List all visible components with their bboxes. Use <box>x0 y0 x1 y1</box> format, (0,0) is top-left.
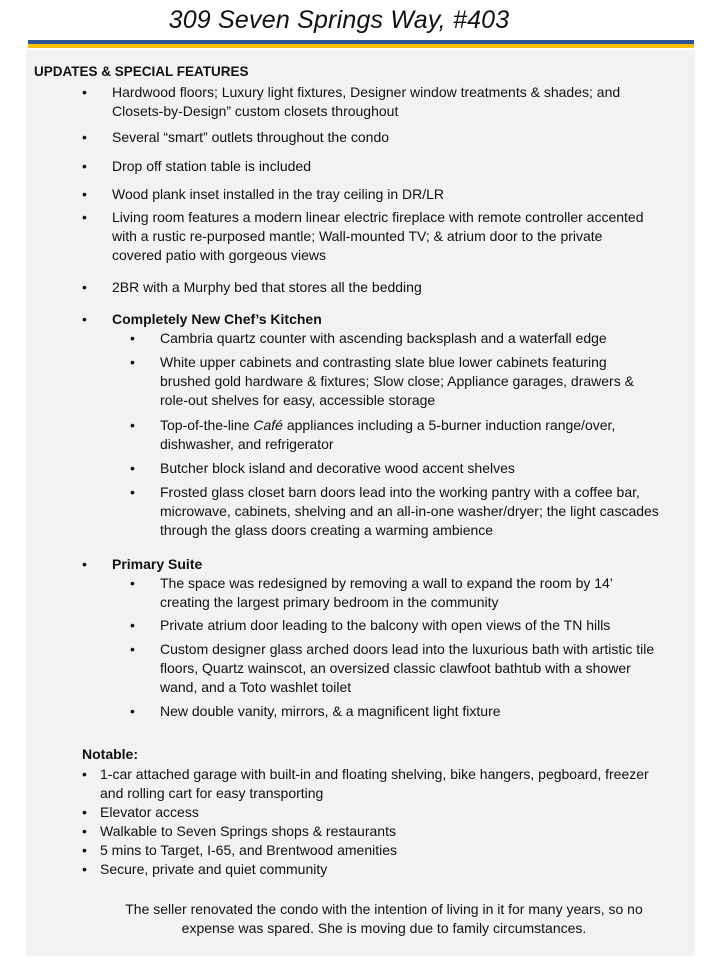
bullet: • <box>130 641 135 657</box>
bullet: • <box>130 417 135 433</box>
list-item: Custom designer glass arched doors lead into the luxurious bath with artistic tile floors, Quartz wainscot, an oversized classic clawfoot bathtub with a shower wand, and a Toto washlet toilet <box>160 641 655 695</box>
bullet: • <box>82 129 87 145</box>
bullet: • <box>82 279 87 295</box>
suite-heading: Primary Suite <box>112 556 203 572</box>
bullet: • <box>130 703 135 719</box>
bullet: • <box>130 617 135 633</box>
list-item: Frosted glass closet barn doors lead into the working pantry with a coffee bar, microwave, cabinets, shelving and an all-in-one washer/dryer; the light cascades through the glass doors creating a warming ambience <box>160 484 659 538</box>
list-item: Living room features a modern linear electric fireplace with remote controller accented with a rustic re-purposed mantle; Wall-mounted TV; & atrium door to the private covered patio with gorgeous views <box>112 209 644 263</box>
bullet: • <box>82 158 87 174</box>
bullet: • <box>82 186 87 202</box>
list-item: Top-of-the-line Café appliances including a 5-burner induction range/over, dishwasher, and refrigerator <box>160 417 616 452</box>
bullet: • <box>82 556 87 572</box>
list-item: 2BR with a Murphy bed that stores all the bedding <box>112 279 422 295</box>
bullet: • <box>130 575 135 591</box>
list-item: 1-car attached garage with built-in and floating shelving, bike hangers, pegboard, freezer and rolling cart for easy transporting <box>100 766 649 801</box>
list-item: Elevator access <box>100 804 199 820</box>
bullet: • <box>130 354 135 370</box>
list-item: The space was redesigned by removing a wall to expand the room by 14’ creating the largest primary bedroom in the community <box>160 575 613 610</box>
notable-heading: Notable: <box>82 746 138 762</box>
list-item: Private atrium door leading to the balcony with open views of the TN hills <box>160 617 611 633</box>
list-item: Wood plank inset installed in the tray ceiling in DR/LR <box>112 186 445 202</box>
page-title: 309 Seven Springs Way, #403 <box>168 6 510 34</box>
list-item: 5 mins to Target, I-65, and Brentwood amenities <box>100 842 398 858</box>
bullet: • <box>82 804 87 820</box>
bullet: • <box>130 460 135 476</box>
kitchen-heading: Completely New Chef’s Kitchen <box>112 311 322 327</box>
list-item: Butcher block island and decorative wood accent shelves <box>160 460 515 476</box>
bullet: • <box>82 84 87 100</box>
list-item: Secure, private and quiet community <box>100 861 328 877</box>
list-item: New double vanity, mirrors, & a magnificent light fixture <box>160 703 501 719</box>
list-item: Drop off station table is included <box>112 158 311 174</box>
bullet: • <box>82 842 87 858</box>
bullet: • <box>130 484 135 500</box>
title-rule-gold <box>28 44 694 48</box>
list-item: White upper cabinets and contrasting slate blue lower cabinets featuring brushed gold hardware & fixtures; Slow close; Appliance garages, drawers & role-out shelves for easy, accessible storage <box>160 354 634 408</box>
list-item: Cambria quartz counter with ascending backsplash and a waterfall edge <box>160 330 607 346</box>
bullet: • <box>82 861 87 877</box>
bullet: • <box>82 209 87 225</box>
updates-heading: UPDATES & SPECIAL FEATURES <box>34 64 249 79</box>
bullet: • <box>82 311 87 327</box>
closing-paragraph: The seller renovated the condo with the intention of living in it for many years, so no expense was spared. She is moving due to family circumstances. <box>125 901 643 936</box>
bullet: • <box>82 766 87 782</box>
bullet: • <box>130 330 135 346</box>
list-item: Walkable to Seven Springs shops & restaurants <box>100 823 396 839</box>
bullet: • <box>82 823 87 839</box>
list-item: Several “smart” outlets throughout the condo <box>112 129 390 145</box>
list-item: Hardwood floors; Luxury light fixtures, Designer window treatments & shades; and Closets-by-Design” custom closets throughout <box>112 84 621 119</box>
